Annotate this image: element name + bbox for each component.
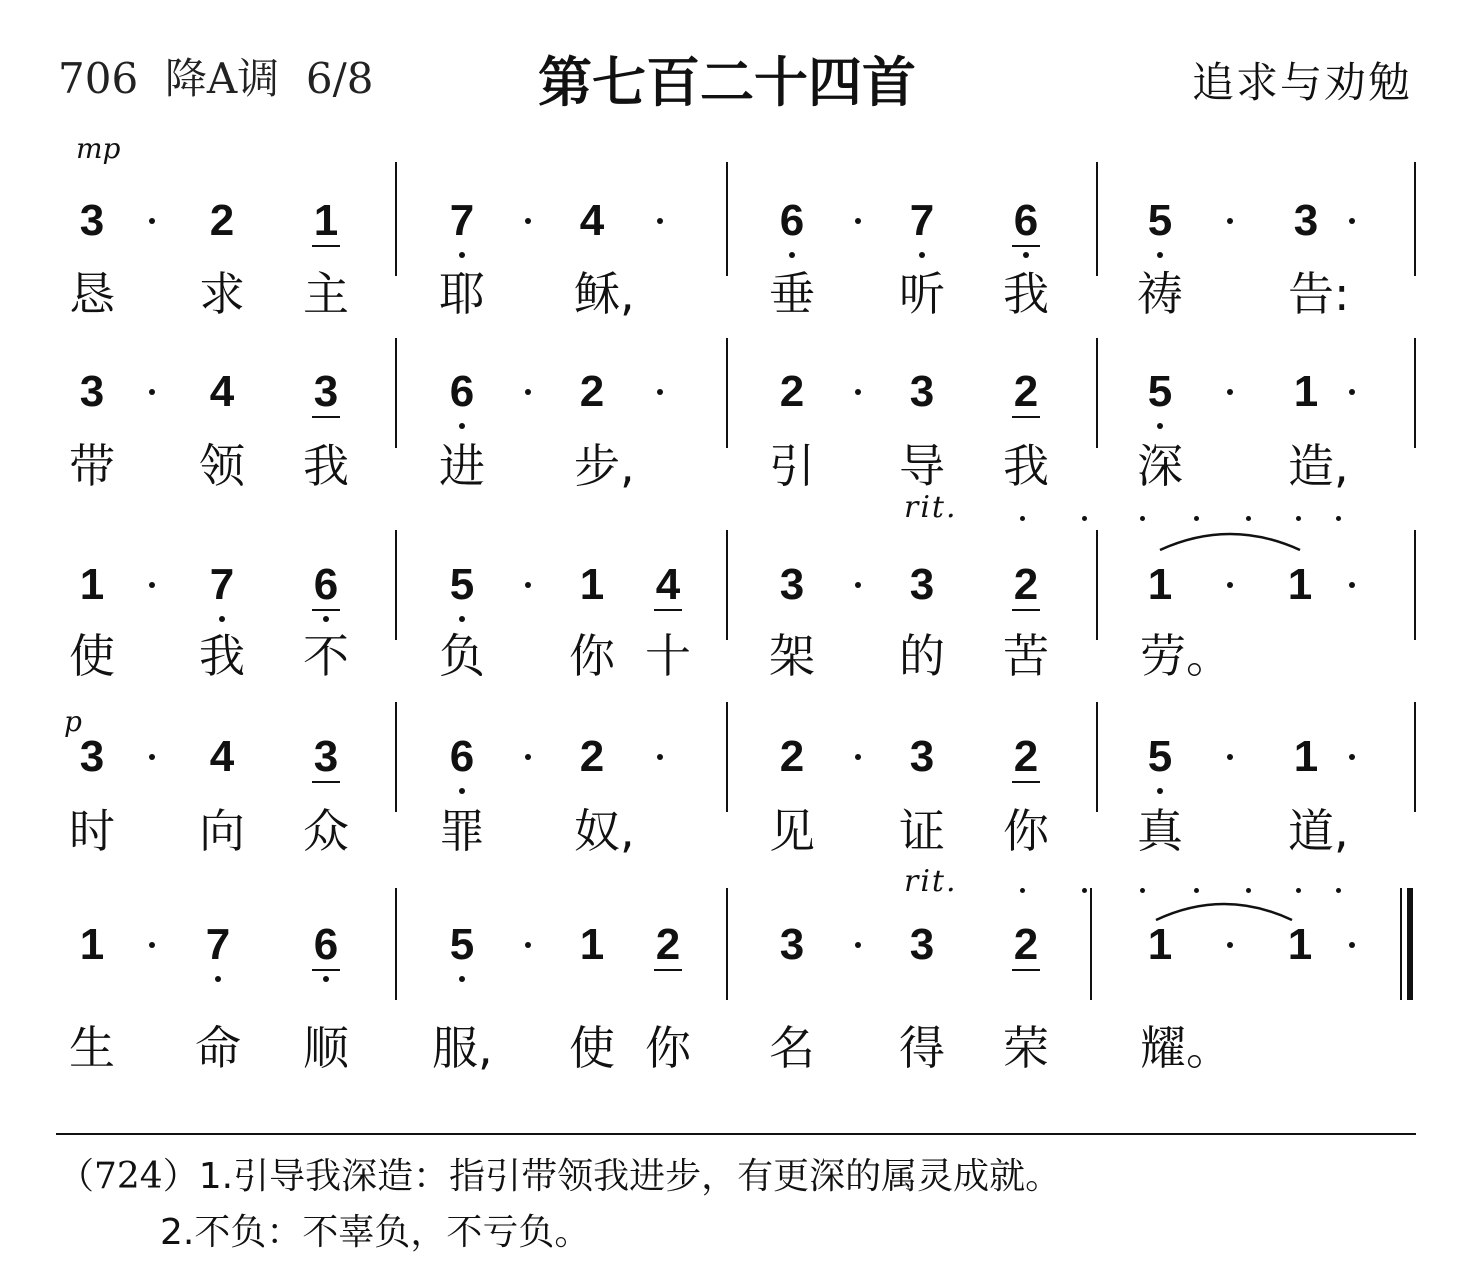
lower-octave-dot (1157, 788, 1163, 794)
bar-line (1096, 530, 1098, 640)
bar-line (726, 338, 728, 448)
bar-line (1090, 888, 1092, 1000)
duration-dot (1349, 582, 1355, 588)
note-digit: 2 (1013, 560, 1039, 609)
note (300, 920, 352, 970)
note (436, 732, 488, 782)
note-digit: 7 (205, 920, 231, 969)
note-digit: 3 (909, 560, 935, 609)
note-digit: 2 (655, 920, 681, 969)
note (196, 732, 248, 782)
note (1000, 732, 1052, 782)
hymn-category: 追求与劝勉 (1191, 58, 1412, 107)
lyric-syllable: 你 (645, 1021, 691, 1075)
lyric-syllable: 奴, (574, 804, 635, 858)
duration-dot (525, 218, 531, 224)
note (1274, 560, 1326, 610)
lower-octave-dot (1023, 252, 1029, 258)
hymn-title: 第七百二十四首 (538, 51, 916, 114)
lyric-syllable: 耶 (439, 267, 485, 321)
lyric-syllable: 领 (199, 439, 245, 493)
lyric-syllable: 时 (69, 804, 115, 858)
duration-dot (1349, 389, 1355, 395)
lyric-syllable: 见 (769, 804, 815, 858)
note (436, 196, 488, 246)
note-digit: 3 (79, 732, 105, 781)
note-digit: 1 (1293, 732, 1319, 781)
note-digit: 2 (209, 196, 235, 245)
lyric-syllable: 主 (303, 267, 349, 321)
duration-dot (1227, 754, 1233, 760)
lower-octave-dot (323, 976, 329, 982)
duration-dot (1349, 754, 1355, 760)
rit-mark-2: rit. (904, 864, 958, 899)
note-digit: 3 (909, 732, 935, 781)
lyric-syllable: 你 (569, 629, 615, 683)
note-digit: 1 (579, 560, 605, 609)
note (566, 920, 618, 970)
note-digit: 7 (909, 196, 935, 245)
lyric-syllable: 你 (1003, 804, 1049, 858)
footnote-line-1 (58, 1148, 1061, 1199)
rit-continuation-dot (1140, 516, 1145, 521)
note (66, 732, 118, 782)
note (1280, 196, 1332, 246)
note-digit: 4 (655, 560, 681, 609)
lyric-syllable: 步, (574, 439, 635, 493)
rit-continuation-dot (1336, 516, 1341, 521)
lyric-syllable: 听 (899, 267, 945, 321)
duration-dot (525, 942, 531, 948)
lyric-syllable: 真 (1137, 804, 1183, 858)
note (642, 920, 694, 970)
lower-octave-dot (1157, 252, 1163, 258)
bar-line (395, 338, 397, 448)
eighth-underline (654, 969, 682, 971)
duration-dot (149, 582, 155, 588)
lyric-syllable: 我 (1003, 267, 1049, 321)
duration-dot (149, 389, 155, 395)
note (1134, 732, 1186, 782)
bar-line (1096, 702, 1098, 812)
duration-dot (149, 942, 155, 948)
duration-dot (855, 389, 861, 395)
rit-continuation-dot (1082, 516, 1087, 521)
note-digit: 5 (1147, 367, 1173, 416)
note (436, 367, 488, 417)
note-digit: 6 (779, 196, 805, 245)
rit-continuation-dot (1246, 888, 1251, 893)
note (300, 367, 352, 417)
duration-dot (525, 754, 531, 760)
footnote-divider (56, 1133, 1416, 1135)
note (300, 560, 352, 610)
note-digit: 3 (79, 367, 105, 416)
lyric-syllable: 十 (645, 629, 691, 683)
lyric-syllable: 垂 (769, 267, 815, 321)
note-digit: 3 (313, 367, 339, 416)
lyric-syllable: 耀。 (1140, 1021, 1232, 1075)
duration-dot (855, 942, 861, 948)
slur-arc (1146, 892, 1302, 932)
note-digit: 5 (1147, 732, 1173, 781)
note-digit: 1 (1287, 920, 1313, 969)
lyric-syllable: 服, (432, 1021, 493, 1075)
note-digit: 4 (209, 732, 235, 781)
lyric-syllable: 苦 (1003, 629, 1049, 683)
note (300, 196, 352, 246)
note-digit: 1 (1293, 367, 1319, 416)
note (766, 560, 818, 610)
duration-dot (525, 582, 531, 588)
lyric-syllable: 恳 (69, 267, 115, 321)
lower-octave-dot (919, 252, 925, 258)
duration-dot (1349, 218, 1355, 224)
lyric-syllable: 导 (899, 439, 945, 493)
lyric-syllable: 引 (769, 439, 815, 493)
note-digit: 3 (909, 920, 935, 969)
lyric-syllable: 进 (439, 439, 485, 493)
note-digit: 1 (579, 920, 605, 969)
lower-octave-dot (459, 976, 465, 982)
duration-dot (657, 754, 663, 760)
note-digit: 4 (209, 367, 235, 416)
rit-continuation-dot (1336, 888, 1341, 893)
note (1280, 732, 1332, 782)
dynamic-p: p (64, 705, 82, 738)
final-bar-thin (1400, 888, 1402, 1000)
rit-continuation-dot (1020, 516, 1025, 521)
note-digit: 2 (779, 367, 805, 416)
rit-continuation-dot (1296, 888, 1301, 893)
note (766, 196, 818, 246)
lyric-syllable: 顺 (303, 1021, 349, 1075)
note-digit: 6 (313, 920, 339, 969)
note (566, 732, 618, 782)
note (766, 920, 818, 970)
duration-dot (855, 582, 861, 588)
lyric-syllable: 负 (439, 629, 485, 683)
note-digit: 3 (79, 196, 105, 245)
note (566, 196, 618, 246)
eighth-underline (654, 609, 682, 611)
lyric-syllable: 命 (195, 1021, 241, 1075)
note-digit: 3 (909, 367, 935, 416)
note (66, 196, 118, 246)
note (192, 920, 244, 970)
rit-continuation-dot (1082, 888, 1087, 893)
eighth-underline (1012, 609, 1040, 611)
rit-continuation-dot (1296, 516, 1301, 521)
lyric-syllable: 我 (303, 439, 349, 493)
lower-octave-dot (323, 616, 329, 622)
note-digit: 2 (579, 732, 605, 781)
note (300, 732, 352, 782)
lyric-syllable: 稣, (574, 267, 635, 321)
note (196, 560, 248, 610)
note (896, 560, 948, 610)
note-digit: 7 (449, 196, 475, 245)
duration-dot (1227, 942, 1233, 948)
note (642, 560, 694, 610)
hymn-key: 降A调 (164, 54, 280, 103)
note-digit: 1 (1147, 560, 1173, 609)
lyric-syllable: 证 (899, 804, 945, 858)
lower-octave-dot (459, 788, 465, 794)
note (196, 196, 248, 246)
note (896, 920, 948, 970)
lyric-syllable: 架 (769, 629, 815, 683)
note-digit: 2 (579, 367, 605, 416)
lyric-syllable: 使 (69, 629, 115, 683)
note (66, 560, 118, 610)
footnote-line-2: 2.不负：不辜负，不亏负。 (160, 1212, 591, 1253)
note (766, 367, 818, 417)
note-digit: 6 (449, 732, 475, 781)
note (66, 920, 118, 970)
eighth-underline (312, 969, 340, 971)
bar-line (395, 702, 397, 812)
rit-continuation-dot (1140, 888, 1145, 893)
note (1000, 367, 1052, 417)
lower-octave-dot (459, 252, 465, 258)
slur-arc (1150, 522, 1310, 562)
note-digit: 1 (79, 920, 105, 969)
note-digit: 3 (779, 920, 805, 969)
lyric-syllable: 告: (1288, 267, 1350, 321)
lyric-syllable: 名 (769, 1021, 815, 1075)
hymn-header-info (58, 46, 374, 106)
note-digit: 2 (1013, 732, 1039, 781)
lyric-syllable: 使 (569, 1021, 615, 1075)
duration-dot (657, 389, 663, 395)
note (1000, 560, 1052, 610)
note (1000, 196, 1052, 246)
hymn-time-signature: 6/8 (305, 54, 374, 103)
bar-line (1414, 338, 1416, 448)
duration-dot (1227, 389, 1233, 395)
duration-dot (1227, 582, 1233, 588)
eighth-underline (312, 416, 340, 418)
bar-line (395, 888, 397, 1000)
lyric-syllable: 造, (1288, 439, 1349, 493)
note-digit: 1 (79, 560, 105, 609)
dynamic-mp: mp (76, 132, 121, 165)
lyric-syllable: 得 (899, 1021, 945, 1075)
note-digit: 2 (1013, 367, 1039, 416)
bar-line (1096, 162, 1098, 276)
eighth-underline (312, 609, 340, 611)
note-digit: 6 (313, 560, 339, 609)
lyric-syllable: 的 (899, 629, 945, 683)
note-digit: 5 (449, 560, 475, 609)
note-digit: 3 (1293, 196, 1319, 245)
note-digit: 6 (1013, 196, 1039, 245)
lyric-syllable: 道, (1288, 804, 1349, 858)
note-digit: 1 (1287, 560, 1313, 609)
note-digit: 3 (779, 560, 805, 609)
note (566, 367, 618, 417)
note-digit: 3 (313, 732, 339, 781)
rit-continuation-dot (1246, 516, 1251, 521)
lower-octave-dot (459, 423, 465, 429)
note-digit: 5 (449, 920, 475, 969)
rit-continuation-dot (1194, 888, 1199, 893)
bar-line (726, 702, 728, 812)
note (436, 920, 488, 970)
lower-octave-dot (459, 616, 465, 622)
eighth-underline (1012, 781, 1040, 783)
duration-dot (1227, 218, 1233, 224)
footnote-text-1: 1.引导我深造：指引带领我进步，有更深的属灵成就。 (198, 1156, 1062, 1197)
bar-line (726, 888, 728, 1000)
lyric-syllable: 荣 (1003, 1021, 1049, 1075)
lower-octave-dot (1157, 423, 1163, 429)
final-bar-thick (1407, 888, 1413, 1000)
eighth-underline (1012, 969, 1040, 971)
duration-dot (855, 754, 861, 760)
lyric-syllable: 生 (69, 1021, 115, 1075)
note (566, 560, 618, 610)
bar-line (726, 162, 728, 276)
bar-line (395, 530, 397, 640)
note (1280, 367, 1332, 417)
duration-dot (855, 218, 861, 224)
lyric-syllable: 我 (1003, 439, 1049, 493)
lyric-syllable: 众 (303, 804, 349, 858)
note (1000, 920, 1052, 970)
note-digit: 7 (209, 560, 235, 609)
note (1134, 560, 1186, 610)
rit-continuation-dot (1020, 888, 1025, 893)
note-digit: 1 (1147, 920, 1173, 969)
lyric-syllable: 罪 (439, 804, 485, 858)
duration-dot (149, 218, 155, 224)
lyric-syllable: 劳。 (1140, 629, 1232, 683)
lyric-syllable: 带 (69, 439, 115, 493)
note-digit: 2 (1013, 920, 1039, 969)
note-digit: 1 (313, 196, 339, 245)
note (896, 196, 948, 246)
note (436, 560, 488, 610)
note (896, 367, 948, 417)
duration-dot (149, 754, 155, 760)
rit-mark-1: rit. (904, 490, 958, 525)
note (196, 367, 248, 417)
duration-dot (1349, 942, 1355, 948)
rit-continuation-dot (1194, 516, 1199, 521)
lower-octave-dot (219, 616, 225, 622)
lower-octave-dot (215, 976, 221, 982)
note (1134, 367, 1186, 417)
note (766, 732, 818, 782)
hymn-number: 706 (58, 54, 139, 103)
bar-line (726, 530, 728, 640)
bar-line (395, 162, 397, 276)
eighth-underline (312, 781, 340, 783)
lower-octave-dot (789, 252, 795, 258)
note-digit: 5 (1147, 196, 1173, 245)
lyric-syllable: 深 (1137, 439, 1183, 493)
lyric-syllable: 不 (303, 629, 349, 683)
lyric-syllable: 向 (199, 804, 245, 858)
duration-dot (525, 389, 531, 395)
bar-line (1414, 530, 1416, 640)
note-digit: 6 (449, 367, 475, 416)
eighth-underline (1012, 416, 1040, 418)
note-digit: 4 (579, 196, 605, 245)
lyric-syllable: 祷 (1137, 267, 1183, 321)
duration-dot (657, 218, 663, 224)
note (66, 367, 118, 417)
bar-line (1096, 338, 1098, 448)
footnote-ref: （724） (58, 1156, 199, 1197)
eighth-underline (1012, 245, 1040, 247)
lyric-syllable: 我 (199, 629, 245, 683)
lyric-syllable: 求 (199, 267, 245, 321)
note-digit: 2 (779, 732, 805, 781)
bar-line (1414, 702, 1416, 812)
eighth-underline (312, 245, 340, 247)
bar-line (1414, 162, 1416, 276)
note (1134, 196, 1186, 246)
note (896, 732, 948, 782)
